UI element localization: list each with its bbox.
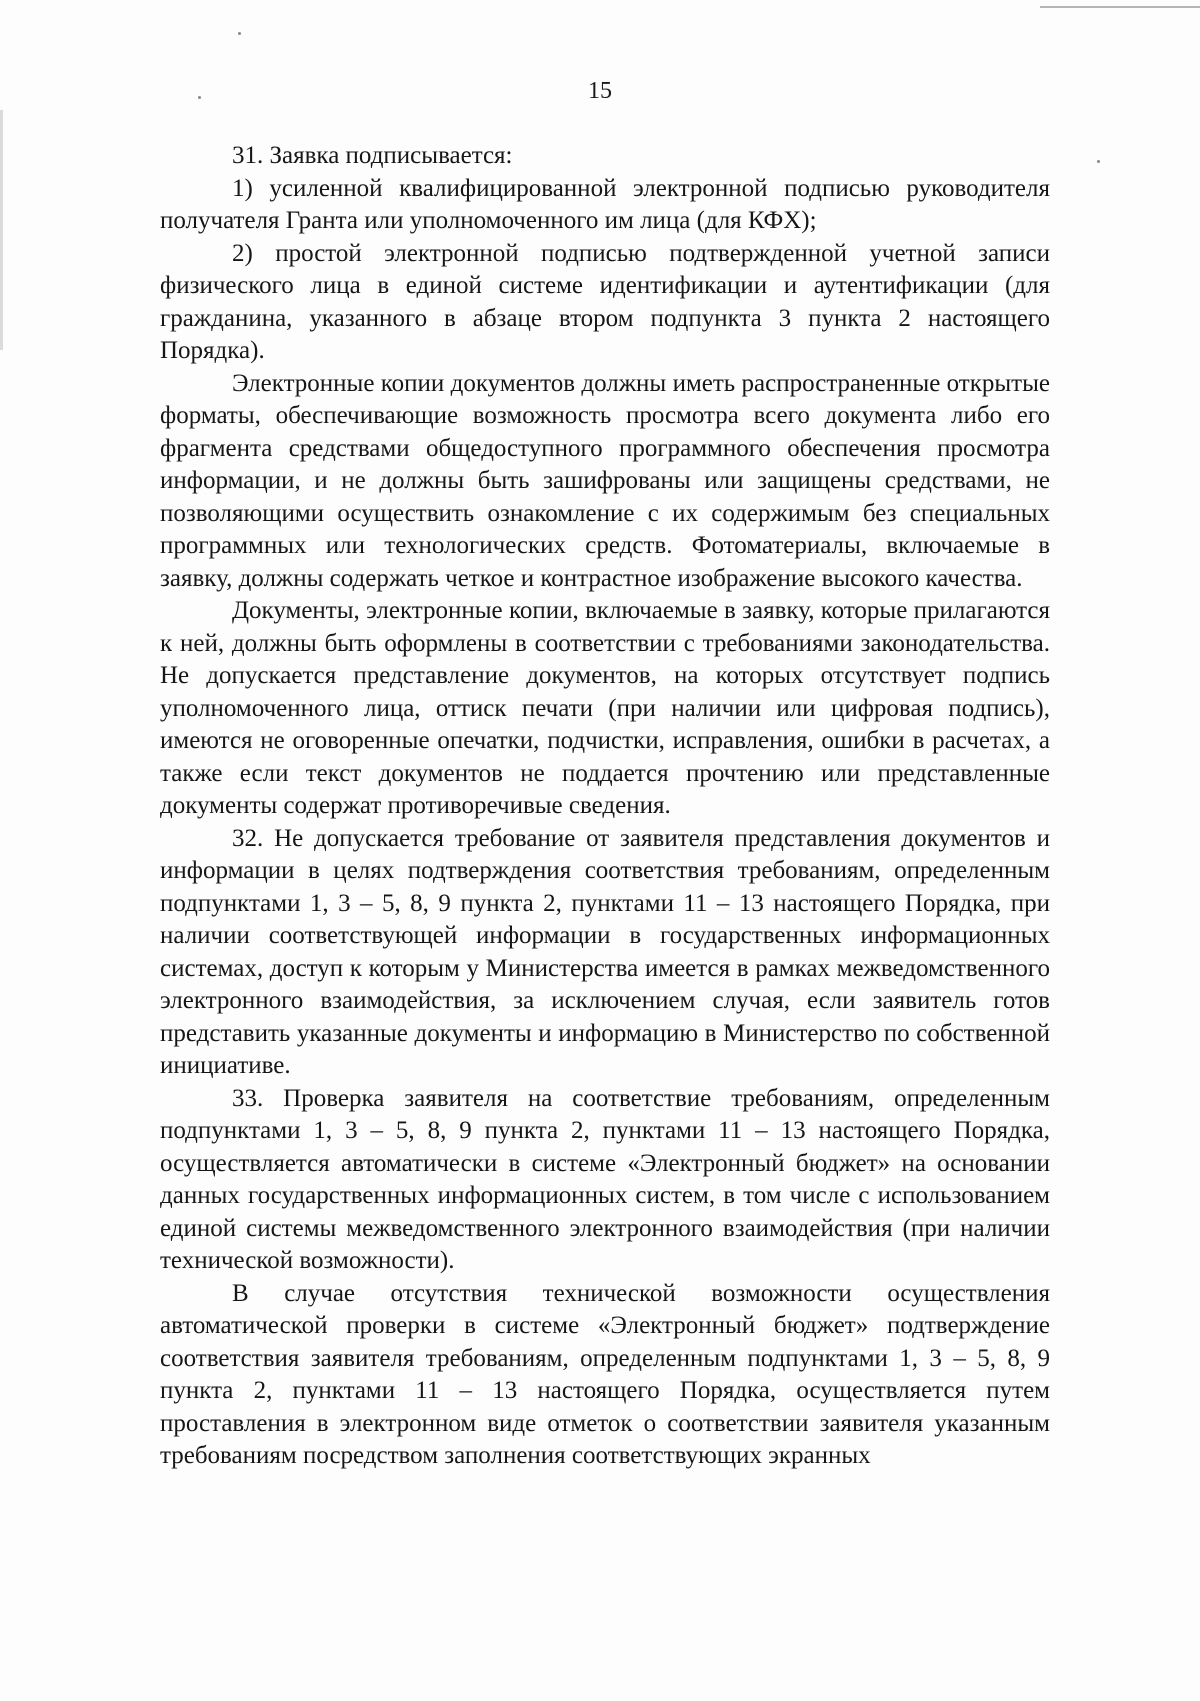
scan-speck — [238, 32, 241, 35]
page-number: 15 — [588, 78, 612, 104]
paragraph-documents-requirements: Документы, электронные копии, включаемые в заявку, которые прилагаются к ней, должны быть оформлены в соответствии с требованиями законодательства. Не допускается представление документов, на которых отсутствует подпись уполномоченного лица, оттиск печати (при наличии или цифровая подпись), имеются не оговоренные опечатки, подчистки, исправления, ошибки в расчетах, а также если текст документов не поддается прочтению или представленные документы содержат противоречивые сведения. — [160, 597, 1050, 819]
paragraph-33-manual-check: В случае отсутствия технической возможности осуществления автоматической проверки в системе «Электронный бюджет» подтверждение соответствия заявителя требованиям, определенным подпунктами 1, 3 – 5, 8, 9 пункта 2, пунктами 11 – 13 настоящего Порядка, осуществляется путем проставления в электронном виде отметок о соответствии заявителя указанным требованиям посредством заполнения соответствующих экранных — [160, 1279, 1050, 1469]
paragraph-31-item-1: 1) усиленной квалифицированной электронной подписью руководителя получателя Гранта или уполномоченного им лица (для КФХ); — [160, 174, 1050, 234]
scan-speck — [1097, 160, 1100, 163]
scan-edge-mark — [1040, 6, 1200, 8]
paragraph-electronic-copies: Электронные копии документов должны иметь распространенные открытые форматы, обеспечивающие возможность просмотра всего документа либо его фрагмента средствами общедоступного программного обеспечения просмотра информации, и не должны быть зашифрованы или защищены средствами, не позволяющими осуществить ознакомление с их содержимым без специальных программных или технологических средств. Фотоматериалы, включаемые в заявку, должны содержать четкое и контрастное изображение высокого качества. — [160, 369, 1050, 592]
paragraph-31-item-2: 2) простой электронной подписью подтвержденной учетной записи физического лица в единой системе идентификации и аутентификации (для гражданина, указанного в абзаце втором подпункта 3 пункта 2 настоящего Порядка). — [160, 239, 1050, 364]
paragraph-33: 33. Проверка заявителя на соответствие требованиям, определенным подпунктами 1, 3 – 5, 8, 9 пункта 2, пунктами 11 – 13 настоящего Порядка, осуществляется автоматически в системе «Электронный бюджет» на основании данных государственных информационных систем, в том числе с использованием единой системы межведомственного электронного взаимодействия (при наличии технической возможности). — [160, 1084, 1050, 1274]
scan-shadow — [0, 110, 3, 350]
document-body — [160, 140, 1050, 1473]
paragraph-32: 32. Не допускается требование от заявителя представления документов и информации в целях подтверждения соответствия требованиям, определенным подпунктами 1, 3 – 5, 8, 9 пункта 2, пунктами 11 – 13 настоящего Порядка, при наличии соответствующей информации в государственных информационных системах, доступ к которым у Министерства имеется в рамках межведомственного электронного взаимодействия, за исключением случая, если заявитель готов представить указанные документы и информацию в Министерство по собственной инициативе. — [160, 824, 1050, 1079]
paragraph-31-heading: 31. Заявка подписывается: — [232, 142, 513, 169]
